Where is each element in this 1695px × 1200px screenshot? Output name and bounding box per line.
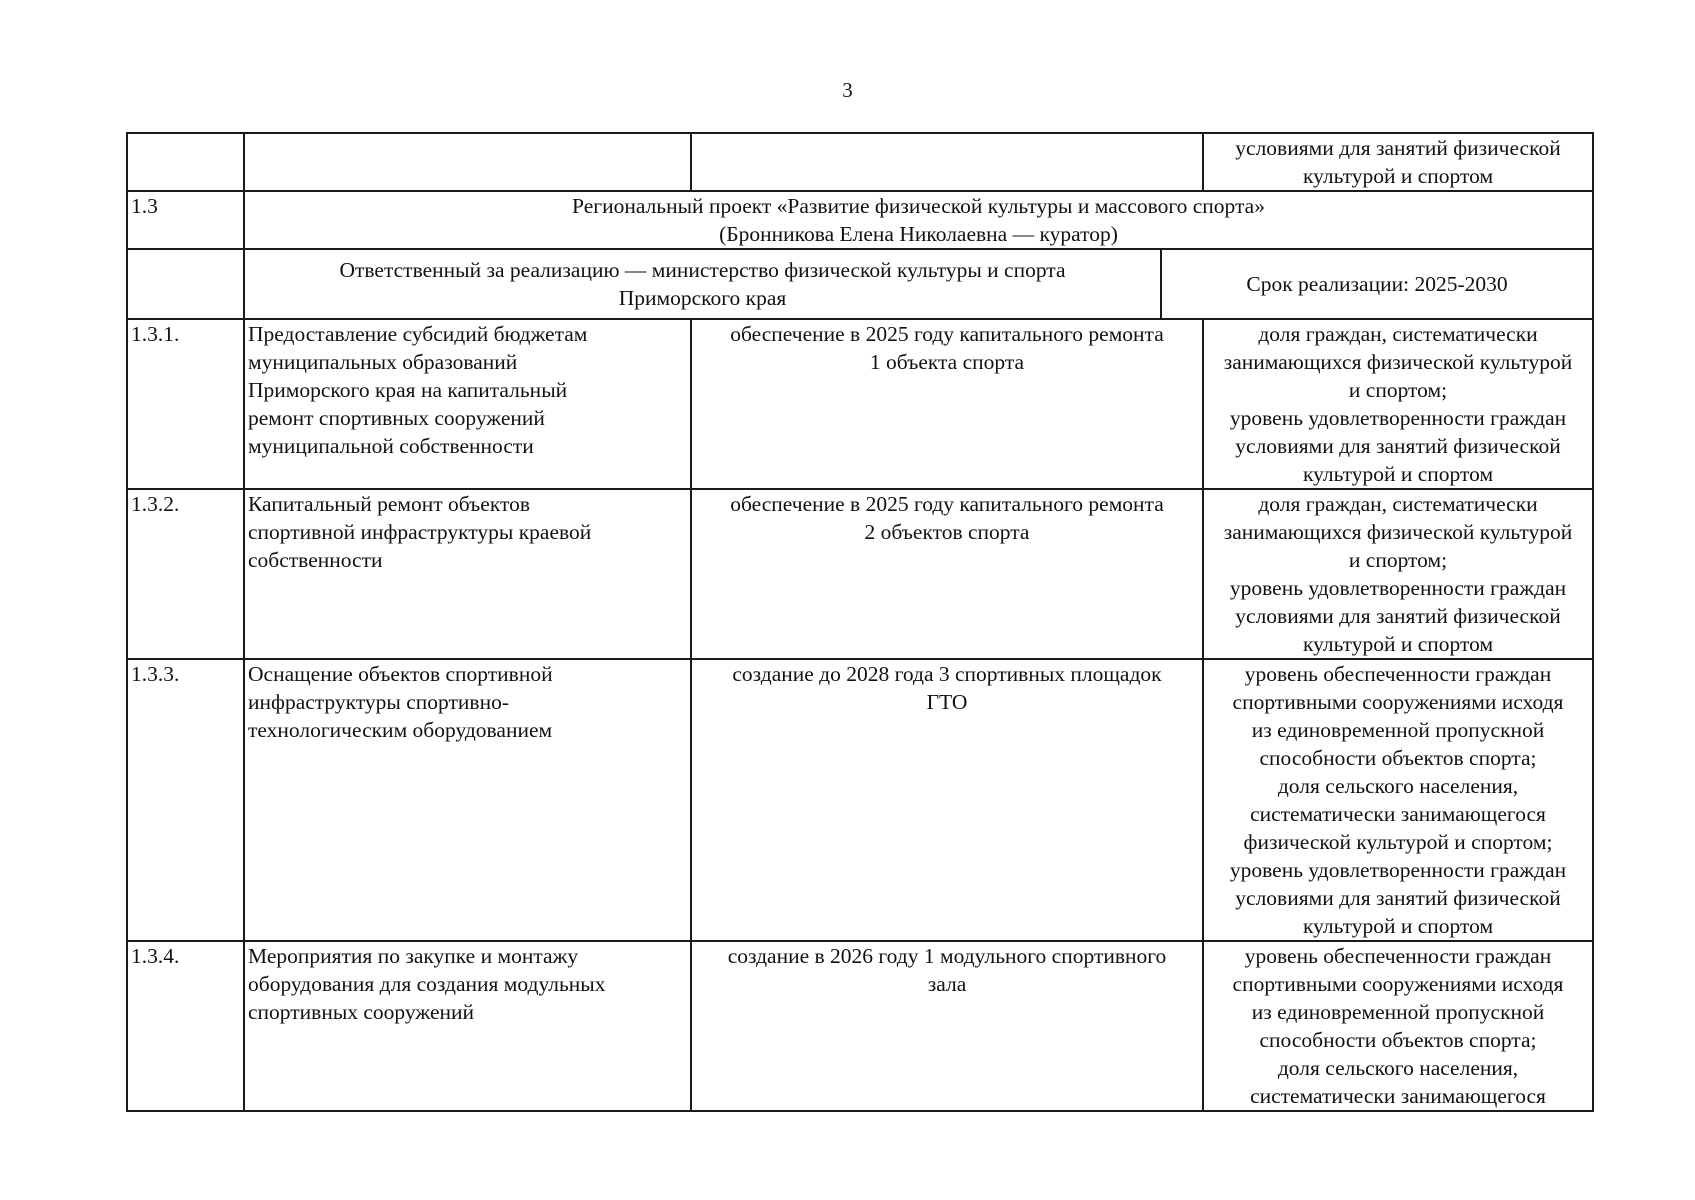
project-title: Региональный проект «Развитие физической культуры и массового спорта» (Бронникова Елена Николаевна — куратор): [244, 191, 1593, 249]
row-number: 1.3.4.: [127, 941, 244, 1111]
project-row: [127, 191, 1593, 249]
indicators-cell: условиями для занятий физической культурой и спортом: [1203, 133, 1593, 191]
result-cell: [691, 133, 1203, 191]
continuation-row: [127, 133, 1593, 191]
activity-cell: [244, 133, 691, 191]
table-row: [127, 941, 1593, 1111]
row-number: [127, 133, 244, 191]
table-row: [127, 319, 1593, 489]
responsible-row: [127, 249, 1593, 319]
empty-number-cell: [127, 249, 244, 319]
row-number: 1.3.2.: [127, 489, 244, 659]
term-text: Срок реализации: 2025-2030: [1246, 272, 1508, 296]
result-cell: создание до 2028 года 3 спортивных площадок ГТО: [691, 659, 1203, 941]
activity-cell: Предоставление субсидий бюджетам муниципальных образований Приморского края на капитальный ремонт спортивных сооружений муниципальной собственности: [244, 319, 691, 489]
row-number: 1.3.3.: [127, 659, 244, 941]
indicators-cell: уровень обеспеченности граждан спортивными сооружениями исходя из единовременной пропускной способности объектов спорта; доля сельского населения, систематически занимающегося физической культурой и спортом; уровень удовлетворенности граждан условиями для занятий физической культурой и спортом: [1203, 659, 1593, 941]
page-number: 3: [842, 78, 853, 102]
activity-cell: Мероприятия по закупке и монтажу оборудования для создания модульных спортивных сооружений: [244, 941, 691, 1111]
row-number: 1.3.1.: [127, 319, 244, 489]
result-cell: обеспечение в 2025 году капитального ремонта 1 объекта спорта: [691, 319, 1203, 489]
activity-cell: Капитальный ремонт объектов спортивной инфраструктуры краевой собственности: [244, 489, 691, 659]
responsible-text: Ответственный за реализацию — министерство физической культуры и спорта Приморского края: [245, 250, 1162, 318]
project-number: 1.3: [127, 191, 244, 249]
program-table: [126, 132, 1594, 1112]
table-row: [127, 489, 1593, 659]
activity-cell: Оснащение объектов спортивной инфраструктуры спортивно- технологическим оборудованием: [244, 659, 691, 941]
table-row: [127, 659, 1593, 941]
result-cell: обеспечение в 2025 году капитального ремонта 2 объектов спорта: [691, 489, 1203, 659]
result-cell: создание в 2026 году 1 модульного спортивного зала: [691, 941, 1203, 1111]
indicators-cell: доля граждан, систематически занимающихся физической культурой и спортом; уровень удовлетворенности граждан условиями для занятий физической культурой и спортом: [1203, 489, 1593, 659]
indicators-cell: доля граждан, систематически занимающихся физической культурой и спортом; уровень удовлетворенности граждан условиями для занятий физической культурой и спортом: [1203, 319, 1593, 489]
responsible-cell: [244, 249, 1593, 319]
indicators-cell: уровень обеспеченности граждан спортивными сооружениями исходя из единовременной пропускной способности объектов спорта; доля сельского населения, систематически занимающегося: [1203, 941, 1593, 1111]
